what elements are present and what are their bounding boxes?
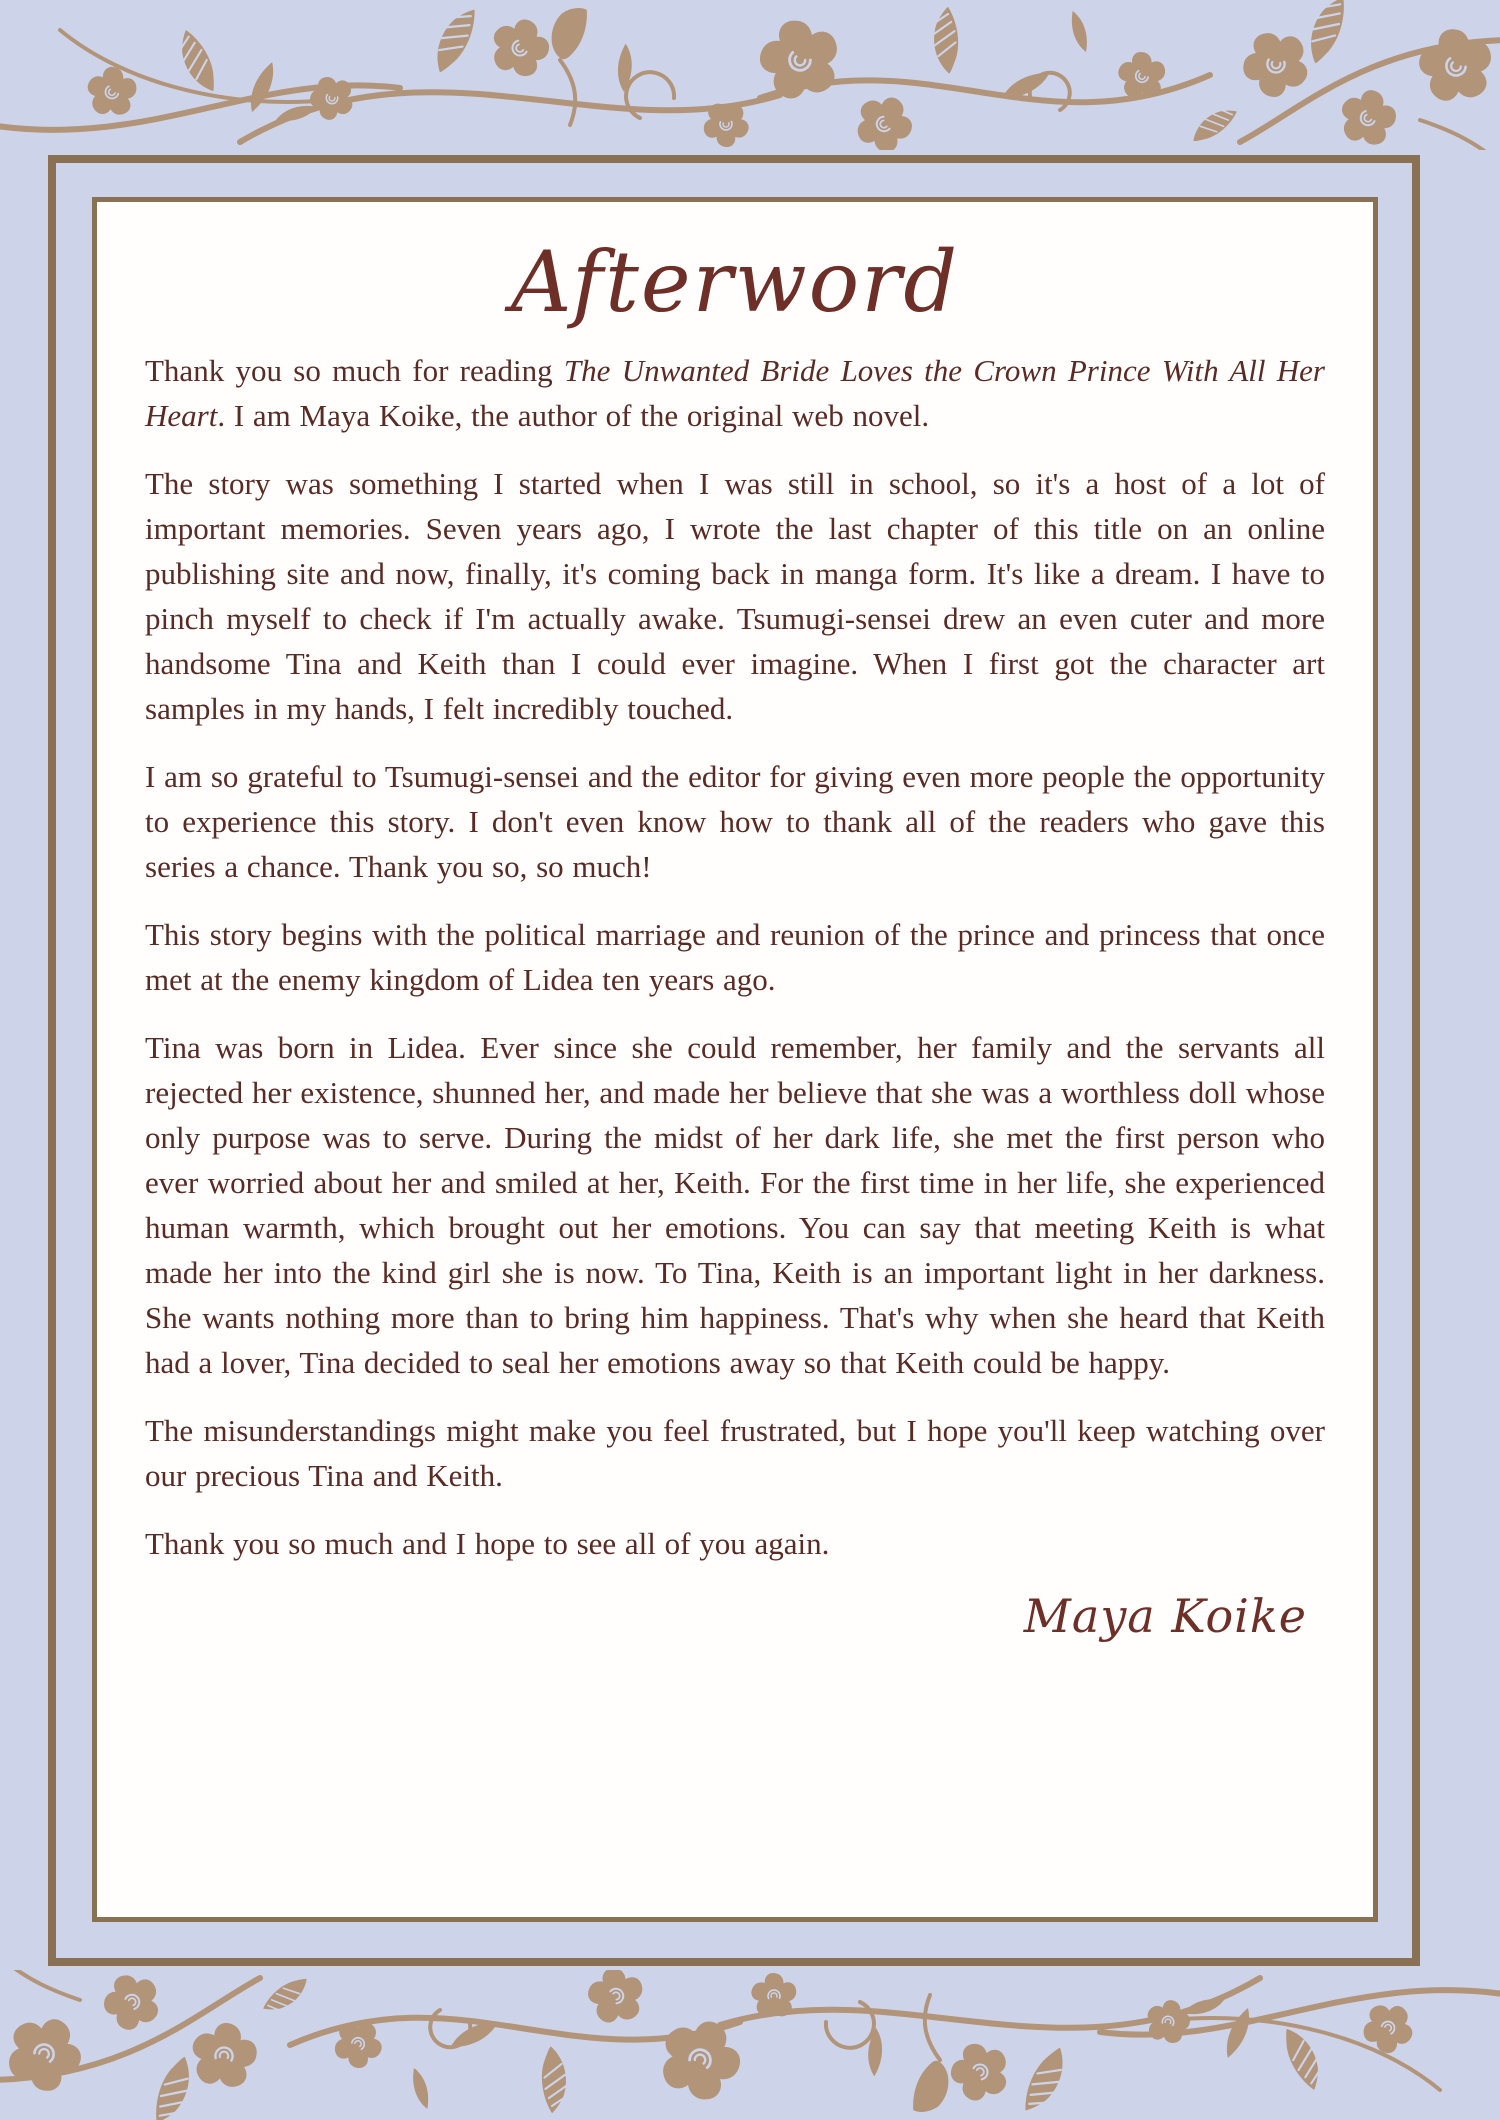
intro-before: Thank you so much for reading <box>145 353 564 389</box>
paragraph: I am so grateful to Tsumugi-sensei and the editor for giving even more people the opportunity to experience this story. I don't even know how to thank all of the readers who gave this series a chance. Thank you so, so much! <box>145 759 1325 885</box>
paragraph: This story begins with the political marriage and reunion of the prince and princess that once met at the enemy kingdom of Lidea ten years ago. <box>145 917 1325 998</box>
afterword-body <box>145 348 1325 1566</box>
book-title-italic: The Unwanted Bride Loves the Crown Prince With All Her Heart <box>145 353 1325 434</box>
paragraph: Tina was born in Lidea. Ever since she could remember, her family and the servants all rejected her existence, shunned her, and made her believe that she was a worthless doll whose only purpose was to serve. During the midst of her dark life, she met the first person who ever worried about her and smiled at her, Keith. For the first time in her life, she experienced human warmth, which brought out her emotions. You can say that meeting Keith is what made her into the kind girl she is now. To Tina, Keith is an important light in her darkness. She wants nothing more than to bring him happiness. That's why when she heard that Keith had a lover, Tina decided to seal her emotions away so that Keith could be happy. <box>145 1030 1325 1381</box>
rose-vine-border-bottom-icon <box>0 1970 1500 2120</box>
paragraph: The misunderstandings might make you feel frustrated, but I hope you'll keep watching over our precious Tina and Keith. <box>145 1413 1325 1494</box>
paragraph: The story was something I started when I was still in school, so it's a host of a lot of important memories. Seven years ago, I wrote the last chapter of this title on an online publishing site and now, finally, it's coming back in manga form. It's like a dream. I have to pinch myself to check if I'm actually awake. Tsumugi-sensei drew an even cuter and more handsome Tina and Keith than I could ever imagine. When I first got the character art samples in my hands, I felt incredibly touched. <box>145 466 1325 727</box>
rose-vine-border-top-icon <box>0 0 1500 150</box>
intro-after: . I am Maya Koike, the author of the original web novel. <box>217 398 930 434</box>
author-signature: Maya Koike <box>1023 1589 1307 1644</box>
page-content <box>97 202 1373 1917</box>
page-title: Afterword <box>510 233 960 331</box>
paragraph: Thank you so much and I hope to see all of you again. <box>145 1526 830 1562</box>
afterword-page <box>92 197 1378 1922</box>
intro-paragraph <box>145 348 1325 438</box>
